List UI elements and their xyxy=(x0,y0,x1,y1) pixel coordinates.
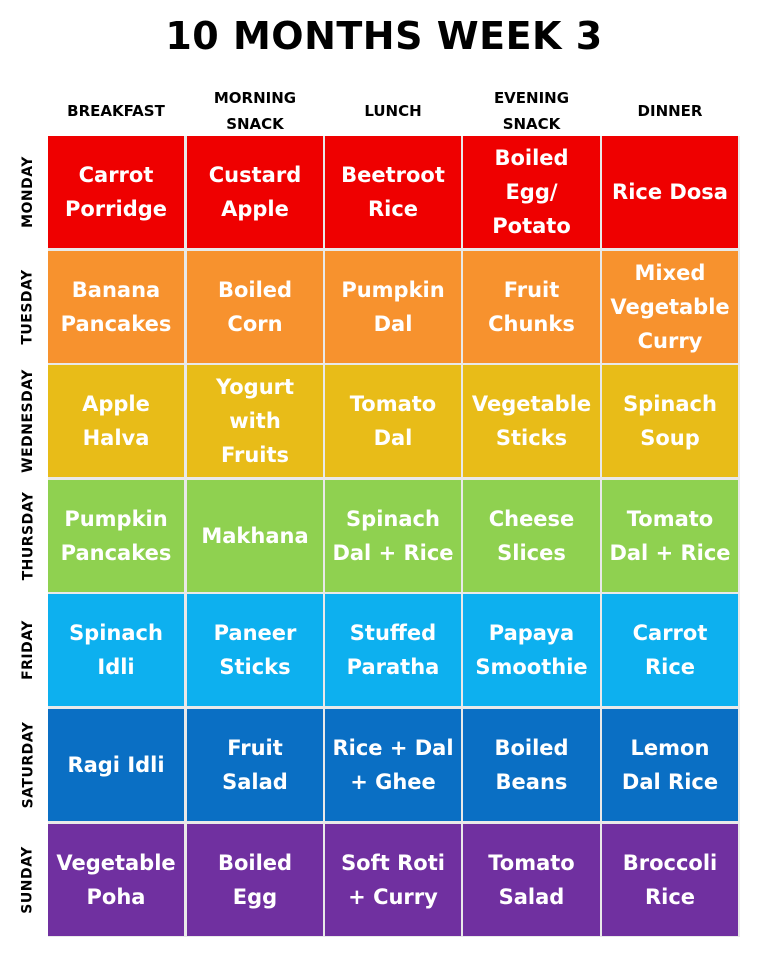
meal-grid xyxy=(48,136,740,937)
meal-cell: Spinach Idli xyxy=(48,594,184,706)
meal-cell: Boiled Beans xyxy=(463,709,600,821)
meal-cell: Tomato Dal xyxy=(325,365,461,477)
meal-cell: Broccoli Rice xyxy=(602,824,738,936)
meal-cell: Lemon Dal Rice xyxy=(602,709,738,821)
meal-cell: Boiled Corn xyxy=(187,251,323,363)
meal-cell: Yogurt with Fruits xyxy=(187,365,323,477)
meal-cell: Carrot Rice xyxy=(602,594,738,706)
column-header: BREAKFAST xyxy=(67,102,165,120)
meal-cell: Vegetable Poha xyxy=(48,824,184,936)
day-label xyxy=(6,594,50,706)
meal-cell: Fruit Chunks xyxy=(463,251,600,363)
meal-cell: Apple Halva xyxy=(48,365,184,477)
meal-cell: Cheese Slices xyxy=(463,480,600,592)
meal-cell: Custard Apple xyxy=(187,136,323,248)
meal-cell: Soft Roti + Curry xyxy=(325,824,461,936)
meal-cell: Boiled Egg xyxy=(187,824,323,936)
meal-cell: Ragi Idli xyxy=(48,709,184,821)
meal-cell: Fruit Salad xyxy=(187,709,323,821)
day-label xyxy=(6,251,50,363)
meal-cell: Spinach Soup xyxy=(602,365,738,477)
meal-cell: Vegetable Sticks xyxy=(463,365,600,477)
meal-cell: Pumpkin Pancakes xyxy=(48,480,184,592)
meal-cell: Papaya Smoothie xyxy=(463,594,600,706)
column-header: MORNING SNACK xyxy=(213,89,297,133)
day-label-text: MONDAY xyxy=(20,156,36,228)
meal-cell: Mixed Vegetable Curry xyxy=(602,251,738,363)
day-label xyxy=(6,365,50,477)
day-label-text: SUNDAY xyxy=(20,846,37,914)
column-header: LUNCH xyxy=(364,102,422,120)
day-label xyxy=(6,480,50,592)
meal-cell: Spinach Dal + Rice xyxy=(325,480,461,592)
meal-cell: Beetroot Rice xyxy=(325,136,461,248)
day-label-text: WEDNESDAY xyxy=(20,369,36,473)
day-label xyxy=(6,136,50,248)
meal-cell: Tomato Dal + Rice xyxy=(602,480,738,592)
page-title: 10 MONTHS WEEK 3 xyxy=(165,14,603,58)
meal-cell: Boiled Egg/ Potato xyxy=(463,136,600,248)
day-label-text: SATURDAY xyxy=(20,721,37,809)
meal-cell: Banana Pancakes xyxy=(48,251,184,363)
column-header: EVENING SNACK xyxy=(493,89,570,133)
meal-cell: Rice + Dal + Ghee xyxy=(325,709,461,821)
meal-cell: Tomato Salad xyxy=(463,824,600,936)
meal-cell: Makhana xyxy=(187,480,323,592)
day-label xyxy=(6,709,50,821)
meal-cell: Stuffed Paratha xyxy=(325,594,461,706)
meal-cell: Pumpkin Dal xyxy=(325,251,461,363)
day-label-text: FRIDAY xyxy=(20,620,36,680)
day-label-text: TUESDAY xyxy=(20,269,37,345)
meal-cell: Carrot Porridge xyxy=(48,136,184,248)
column-header: DINNER xyxy=(637,102,703,120)
day-label xyxy=(6,824,50,936)
meal-cell: Paneer Sticks xyxy=(187,594,323,706)
day-label-text: THURSDAY xyxy=(20,491,37,581)
meal-cell: Rice Dosa xyxy=(602,136,738,248)
